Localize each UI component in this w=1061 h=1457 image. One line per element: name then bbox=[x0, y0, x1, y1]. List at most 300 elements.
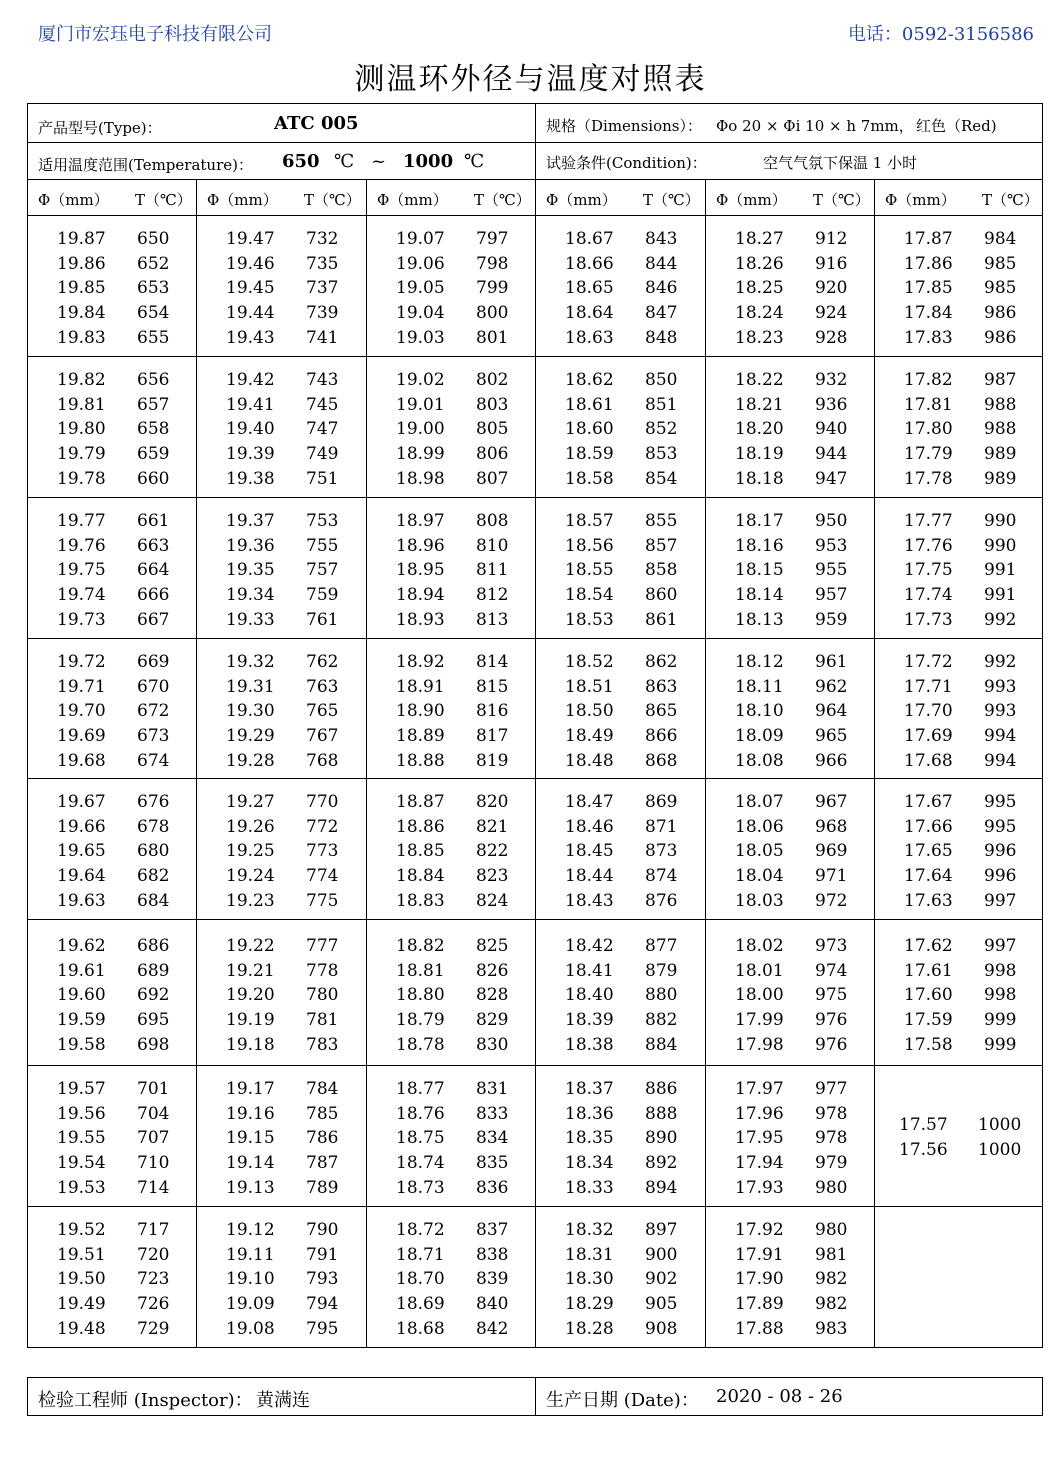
cell-temperature: 984 bbox=[984, 229, 1017, 249]
cell-temperature: 686 bbox=[137, 936, 170, 956]
cell-diameter: 17.99 bbox=[735, 1010, 784, 1031]
cell-diameter: 17.82 bbox=[904, 370, 953, 390]
cell-temperature: 767 bbox=[306, 726, 339, 747]
cell-diameter: 18.08 bbox=[735, 750, 784, 771]
cell-diameter: 19.70 bbox=[57, 701, 106, 722]
cell-diameter: 17.70 bbox=[904, 701, 953, 722]
cell-diameter: 19.66 bbox=[57, 816, 106, 837]
cell-temperature: 790 bbox=[306, 1220, 339, 1240]
cell-diameter: 18.02 bbox=[735, 936, 784, 956]
cell-temperature: 862 bbox=[645, 652, 678, 672]
cell-temperature: 932 bbox=[815, 370, 848, 390]
block-divider bbox=[27, 778, 1043, 779]
cell-diameter: 17.89 bbox=[735, 1294, 784, 1315]
cell-diameter: 19.54 bbox=[57, 1153, 106, 1174]
cell-temperature: 658 bbox=[137, 419, 170, 440]
cell-temperature: 916 bbox=[815, 253, 848, 274]
cell-diameter: 18.19 bbox=[735, 444, 784, 465]
cell-temperature: 751 bbox=[306, 468, 339, 489]
cell-temperature: 905 bbox=[645, 1294, 678, 1315]
cell-temperature: 959 bbox=[815, 609, 848, 630]
cell-diameter: 19.81 bbox=[57, 394, 106, 415]
cell-diameter: 19.40 bbox=[226, 419, 275, 440]
cell-temperature: 998 bbox=[984, 985, 1017, 1006]
cell-diameter: 17.90 bbox=[735, 1269, 784, 1290]
cell-temperature: 808 bbox=[476, 511, 509, 531]
temp-range-label: 适用温度范围(Temperature)： bbox=[38, 156, 253, 174]
cell-diameter: 19.84 bbox=[57, 303, 106, 324]
header-diameter: Φ（mm） bbox=[546, 191, 617, 209]
cell-temperature: 961 bbox=[815, 652, 848, 672]
cell-temperature: 695 bbox=[137, 1010, 170, 1031]
cell-diameter: 18.98 bbox=[396, 468, 445, 489]
cell-diameter: 19.12 bbox=[226, 1220, 275, 1240]
temp-to: 1000 bbox=[403, 151, 454, 172]
phone-number: 电话：0592-3156586 bbox=[847, 24, 1034, 45]
cell-diameter: 19.38 bbox=[226, 468, 275, 489]
cell-diameter: 18.03 bbox=[735, 890, 784, 911]
cell-diameter: 18.22 bbox=[735, 370, 784, 390]
cell-diameter: 18.57 bbox=[565, 511, 614, 531]
cell-diameter: 18.40 bbox=[565, 985, 614, 1006]
cell-temperature: 894 bbox=[645, 1177, 678, 1198]
cell-temperature: 819 bbox=[476, 750, 509, 771]
cell-temperature: 839 bbox=[476, 1269, 509, 1290]
cell-diameter: 17.83 bbox=[904, 327, 953, 348]
cell-temperature: 698 bbox=[137, 1034, 170, 1055]
cell-temperature: 993 bbox=[984, 676, 1017, 697]
cell-temperature: 992 bbox=[984, 652, 1017, 672]
cell-diameter: 17.94 bbox=[735, 1153, 784, 1174]
cell-temperature: 680 bbox=[137, 841, 170, 862]
cell-temperature: 650 bbox=[137, 229, 170, 249]
cell-temperature: 962 bbox=[815, 676, 848, 697]
cell-temperature: 739 bbox=[306, 303, 339, 324]
cell-diameter: 19.29 bbox=[226, 726, 275, 747]
cell-diameter: 19.87 bbox=[57, 229, 106, 249]
cell-temperature: 979 bbox=[815, 1153, 848, 1174]
cell-diameter: 18.84 bbox=[396, 866, 445, 887]
cell-temperature: 807 bbox=[476, 468, 509, 489]
column-divider bbox=[535, 179, 536, 1348]
cell-diameter: 19.23 bbox=[226, 890, 275, 911]
cell-diameter: 18.53 bbox=[565, 609, 614, 630]
cell-diameter: 18.12 bbox=[735, 652, 784, 672]
cell-diameter: 19.14 bbox=[226, 1153, 275, 1174]
cell-temperature: 778 bbox=[306, 960, 339, 981]
cell-diameter: 19.16 bbox=[226, 1103, 275, 1124]
cell-diameter: 18.67 bbox=[565, 229, 614, 249]
cell-temperature: 737 bbox=[306, 278, 339, 299]
cell-diameter: 18.66 bbox=[565, 253, 614, 274]
cell-diameter: 17.95 bbox=[735, 1128, 784, 1149]
cell-temperature: 964 bbox=[815, 701, 848, 722]
cell-diameter: 18.28 bbox=[565, 1318, 614, 1339]
cell-diameter: 18.15 bbox=[735, 560, 784, 581]
cell-diameter: 18.42 bbox=[565, 936, 614, 956]
cell-diameter: 17.64 bbox=[904, 866, 953, 887]
cell-diameter: 18.54 bbox=[565, 585, 614, 606]
cell-diameter: 19.13 bbox=[226, 1177, 275, 1198]
cell-temperature: 794 bbox=[306, 1294, 339, 1315]
cell-diameter: 17.79 bbox=[904, 444, 953, 465]
cell-diameter: 18.93 bbox=[396, 609, 445, 630]
cell-diameter: 18.83 bbox=[396, 890, 445, 911]
cell-temperature: 729 bbox=[137, 1318, 170, 1339]
cell-temperature: 669 bbox=[137, 652, 170, 672]
cell-diameter: 18.27 bbox=[735, 229, 784, 249]
cell-temperature: 865 bbox=[645, 701, 678, 722]
cell-diameter: 18.05 bbox=[735, 841, 784, 862]
cell-diameter: 19.20 bbox=[226, 985, 275, 1006]
header-temperature: T（℃） bbox=[813, 191, 870, 209]
cell-diameter: 18.56 bbox=[565, 535, 614, 556]
cell-diameter: 19.11 bbox=[226, 1244, 275, 1265]
cell-temperature: 868 bbox=[645, 750, 678, 771]
cell-temperature: 897 bbox=[645, 1220, 678, 1240]
cell-temperature: 971 bbox=[815, 866, 848, 887]
cell-diameter: 18.89 bbox=[396, 726, 445, 747]
cell-diameter: 19.55 bbox=[57, 1128, 106, 1149]
cell-temperature: 991 bbox=[984, 560, 1017, 581]
cell-temperature: 861 bbox=[645, 609, 678, 630]
cell-temperature: 1000 bbox=[978, 1140, 1022, 1160]
cell-temperature: 920 bbox=[815, 278, 848, 299]
cell-diameter: 19.37 bbox=[226, 511, 275, 531]
cell-diameter: 18.59 bbox=[565, 444, 614, 465]
cell-diameter: 18.09 bbox=[735, 726, 784, 747]
cell-diameter: 18.41 bbox=[565, 960, 614, 981]
cell-diameter: 19.68 bbox=[57, 750, 106, 771]
cell-temperature: 784 bbox=[306, 1079, 339, 1099]
cell-diameter: 18.37 bbox=[565, 1079, 614, 1099]
cell-temperature: 950 bbox=[815, 511, 848, 531]
cell-temperature: 652 bbox=[137, 253, 170, 274]
cell-diameter: 18.39 bbox=[565, 1010, 614, 1031]
cell-temperature: 787 bbox=[306, 1153, 339, 1174]
color-value: 红色（Red) bbox=[916, 117, 997, 135]
cell-diameter: 18.34 bbox=[565, 1153, 614, 1174]
cell-temperature: 848 bbox=[645, 327, 678, 348]
cell-diameter: 18.45 bbox=[565, 841, 614, 862]
cell-temperature: 783 bbox=[306, 1034, 339, 1055]
cell-temperature: 973 bbox=[815, 936, 848, 956]
cell-diameter: 19.25 bbox=[226, 841, 275, 862]
cell-diameter: 18.18 bbox=[735, 468, 784, 489]
cell-temperature: 835 bbox=[476, 1153, 509, 1174]
cell-diameter: 18.97 bbox=[396, 511, 445, 531]
cell-temperature: 876 bbox=[645, 890, 678, 911]
cell-temperature: 888 bbox=[645, 1103, 678, 1124]
cell-temperature: 892 bbox=[645, 1153, 678, 1174]
cell-diameter: 18.62 bbox=[565, 370, 614, 390]
cell-temperature: 656 bbox=[137, 370, 170, 390]
cell-diameter: 17.75 bbox=[904, 560, 953, 581]
cell-diameter: 18.30 bbox=[565, 1269, 614, 1290]
cell-diameter: 19.22 bbox=[226, 936, 275, 956]
cell-diameter: 18.48 bbox=[565, 750, 614, 771]
cell-temperature: 852 bbox=[645, 419, 678, 440]
cell-diameter: 19.65 bbox=[57, 841, 106, 862]
cell-diameter: 17.60 bbox=[904, 985, 953, 1006]
cell-diameter: 19.52 bbox=[57, 1220, 106, 1240]
cell-diameter: 18.77 bbox=[396, 1079, 445, 1099]
cell-diameter: 17.68 bbox=[904, 750, 953, 771]
cell-diameter: 18.55 bbox=[565, 560, 614, 581]
cell-diameter: 17.78 bbox=[904, 468, 953, 489]
cell-temperature: 976 bbox=[815, 1034, 848, 1055]
cell-temperature: 890 bbox=[645, 1128, 678, 1149]
cell-temperature: 768 bbox=[306, 750, 339, 771]
type-label: 产品型号(Type)： bbox=[38, 119, 162, 137]
cell-diameter: 18.50 bbox=[565, 701, 614, 722]
cell-diameter: 18.78 bbox=[396, 1034, 445, 1055]
cell-temperature: 745 bbox=[306, 394, 339, 415]
cell-diameter: 19.26 bbox=[226, 816, 275, 837]
cell-temperature: 802 bbox=[476, 370, 509, 390]
cell-diameter: 18.35 bbox=[565, 1128, 614, 1149]
cell-diameter: 19.24 bbox=[226, 866, 275, 887]
type-value: ATC 005 bbox=[274, 113, 359, 134]
cell-temperature: 761 bbox=[306, 609, 339, 630]
cell-temperature: 977 bbox=[815, 1079, 848, 1099]
cell-diameter: 19.07 bbox=[396, 229, 445, 249]
cell-temperature: 755 bbox=[306, 535, 339, 556]
cell-diameter: 17.97 bbox=[735, 1079, 784, 1099]
cell-temperature: 844 bbox=[645, 253, 678, 274]
cell-diameter: 19.00 bbox=[396, 419, 445, 440]
cell-temperature: 997 bbox=[984, 890, 1017, 911]
cell-temperature: 670 bbox=[137, 676, 170, 697]
cell-temperature: 966 bbox=[815, 750, 848, 771]
cell-diameter: 19.43 bbox=[226, 327, 275, 348]
cell-temperature: 678 bbox=[137, 816, 170, 837]
cell-diameter: 18.43 bbox=[565, 890, 614, 911]
cell-temperature: 873 bbox=[645, 841, 678, 862]
cell-diameter: 18.75 bbox=[396, 1128, 445, 1149]
cell-diameter: 17.93 bbox=[735, 1177, 784, 1198]
cell-temperature: 826 bbox=[476, 960, 509, 981]
cell-diameter: 18.76 bbox=[396, 1103, 445, 1124]
cell-diameter: 18.86 bbox=[396, 816, 445, 837]
cell-diameter: 18.99 bbox=[396, 444, 445, 465]
cell-temperature: 840 bbox=[476, 1294, 509, 1315]
cell-temperature: 657 bbox=[137, 394, 170, 415]
cell-temperature: 995 bbox=[984, 816, 1017, 837]
cell-diameter: 19.51 bbox=[57, 1244, 106, 1265]
cell-temperature: 980 bbox=[815, 1177, 848, 1198]
cell-temperature: 955 bbox=[815, 560, 848, 581]
cell-diameter: 17.84 bbox=[904, 303, 953, 324]
cell-temperature: 798 bbox=[476, 253, 509, 274]
cell-diameter: 18.69 bbox=[396, 1294, 445, 1315]
cell-temperature: 747 bbox=[306, 419, 339, 440]
cell-temperature: 957 bbox=[815, 585, 848, 606]
cell-temperature: 987 bbox=[984, 370, 1017, 390]
cell-temperature: 772 bbox=[306, 816, 339, 837]
cell-diameter: 18.68 bbox=[396, 1318, 445, 1339]
cell-temperature: 993 bbox=[984, 701, 1017, 722]
cell-diameter: 17.85 bbox=[904, 278, 953, 299]
cell-temperature: 741 bbox=[306, 327, 339, 348]
column-divider bbox=[874, 179, 875, 1348]
cell-diameter: 19.06 bbox=[396, 253, 445, 274]
cell-temperature: 801 bbox=[476, 327, 509, 348]
cell-diameter: 18.33 bbox=[565, 1177, 614, 1198]
cell-temperature: 834 bbox=[476, 1128, 509, 1149]
cell-temperature: 659 bbox=[137, 444, 170, 465]
cell-temperature: 831 bbox=[476, 1079, 509, 1099]
cell-temperature: 924 bbox=[815, 303, 848, 324]
cell-temperature: 810 bbox=[476, 535, 509, 556]
cell-diameter: 18.81 bbox=[396, 960, 445, 981]
cell-temperature: 654 bbox=[137, 303, 170, 324]
block-divider bbox=[27, 356, 1043, 357]
page-title: 测温环外径与温度对照表 bbox=[354, 62, 707, 97]
cell-temperature: 723 bbox=[137, 1269, 170, 1290]
cell-diameter: 18.47 bbox=[565, 792, 614, 812]
header-temperature: T（℃） bbox=[643, 191, 700, 209]
cell-temperature: 653 bbox=[137, 278, 170, 299]
cell-diameter: 19.56 bbox=[57, 1103, 106, 1124]
cell-temperature: 660 bbox=[137, 468, 170, 489]
cell-temperature: 981 bbox=[815, 1244, 848, 1265]
cell-temperature: 763 bbox=[306, 676, 339, 697]
cell-temperature: 829 bbox=[476, 1010, 509, 1031]
cell-temperature: 749 bbox=[306, 444, 339, 465]
cell-diameter: 18.14 bbox=[735, 585, 784, 606]
cell-temperature: 1000 bbox=[978, 1115, 1022, 1135]
cell-temperature: 765 bbox=[306, 701, 339, 722]
cell-temperature: 803 bbox=[476, 394, 509, 415]
cell-diameter: 18.85 bbox=[396, 841, 445, 862]
cell-temperature: 757 bbox=[306, 560, 339, 581]
cell-temperature: 824 bbox=[476, 890, 509, 911]
cell-diameter: 19.45 bbox=[226, 278, 275, 299]
cell-diameter: 17.91 bbox=[735, 1244, 784, 1265]
cell-temperature: 846 bbox=[645, 278, 678, 299]
cell-diameter: 19.83 bbox=[57, 327, 106, 348]
cell-diameter: 19.48 bbox=[57, 1318, 106, 1339]
cell-diameter: 19.67 bbox=[57, 792, 106, 812]
inspector-label: 检验工程师 (Inspector)： bbox=[38, 1390, 253, 1411]
cell-diameter: 17.87 bbox=[904, 229, 953, 249]
cell-temperature: 774 bbox=[306, 866, 339, 887]
temp-unit-1: ℃ bbox=[334, 151, 355, 172]
cell-diameter: 18.49 bbox=[565, 726, 614, 747]
cell-diameter: 19.36 bbox=[226, 535, 275, 556]
cell-diameter: 17.77 bbox=[904, 511, 953, 531]
cell-temperature: 655 bbox=[137, 327, 170, 348]
cell-temperature: 812 bbox=[476, 585, 509, 606]
cell-temperature: 989 bbox=[984, 468, 1017, 489]
cell-diameter: 17.88 bbox=[735, 1318, 784, 1339]
cell-diameter: 19.18 bbox=[226, 1034, 275, 1055]
divider bbox=[535, 1377, 536, 1416]
dimensions-label: 规格（Dimensions）： bbox=[546, 117, 702, 135]
cell-temperature: 847 bbox=[645, 303, 678, 324]
cell-diameter: 18.00 bbox=[735, 985, 784, 1006]
cell-diameter: 18.72 bbox=[396, 1220, 445, 1240]
dimensions-value: Φo 20 × Φi 10 × h 7mm， bbox=[716, 117, 914, 135]
cell-temperature: 978 bbox=[815, 1128, 848, 1149]
cell-diameter: 18.90 bbox=[396, 701, 445, 722]
cell-diameter: 18.73 bbox=[396, 1177, 445, 1198]
cell-diameter: 17.57 bbox=[899, 1115, 948, 1135]
block-divider bbox=[27, 1065, 1043, 1066]
cell-temperature: 828 bbox=[476, 985, 509, 1006]
temp-unit-2: ℃ bbox=[464, 151, 485, 172]
cell-temperature: 838 bbox=[476, 1244, 509, 1265]
cell-temperature: 866 bbox=[645, 726, 678, 747]
cell-diameter: 18.31 bbox=[565, 1244, 614, 1265]
cell-temperature: 982 bbox=[815, 1269, 848, 1290]
header-diameter: Φ（mm） bbox=[885, 191, 956, 209]
cell-diameter: 19.73 bbox=[57, 609, 106, 630]
cell-temperature: 997 bbox=[984, 936, 1017, 956]
cell-diameter: 17.71 bbox=[904, 676, 953, 697]
cell-temperature: 879 bbox=[645, 960, 678, 981]
temp-from: 650 bbox=[282, 151, 320, 172]
cell-temperature: 676 bbox=[137, 792, 170, 812]
cell-temperature: 805 bbox=[476, 419, 509, 440]
cell-diameter: 19.35 bbox=[226, 560, 275, 581]
cell-diameter: 19.57 bbox=[57, 1079, 106, 1099]
cell-temperature: 986 bbox=[984, 303, 1017, 324]
cell-diameter: 17.59 bbox=[904, 1010, 953, 1031]
cell-diameter: 17.67 bbox=[904, 792, 953, 812]
cell-temperature: 871 bbox=[645, 816, 678, 837]
cell-diameter: 19.05 bbox=[396, 278, 445, 299]
cell-temperature: 816 bbox=[476, 701, 509, 722]
cell-diameter: 18.91 bbox=[396, 676, 445, 697]
cell-diameter: 19.41 bbox=[226, 394, 275, 415]
cell-temperature: 666 bbox=[137, 585, 170, 606]
cell-diameter: 17.72 bbox=[904, 652, 953, 672]
cell-diameter: 19.60 bbox=[57, 985, 106, 1006]
cell-diameter: 19.39 bbox=[226, 444, 275, 465]
cell-diameter: 19.30 bbox=[226, 701, 275, 722]
cell-temperature: 975 bbox=[815, 985, 848, 1006]
cell-diameter: 18.87 bbox=[396, 792, 445, 812]
cell-temperature: 799 bbox=[476, 278, 509, 299]
cell-temperature: 672 bbox=[137, 701, 170, 722]
cell-diameter: 19.63 bbox=[57, 890, 106, 911]
header-diameter: Φ（mm） bbox=[377, 191, 448, 209]
cell-temperature: 936 bbox=[815, 394, 848, 415]
cell-diameter: 19.76 bbox=[57, 535, 106, 556]
cell-diameter: 18.07 bbox=[735, 792, 784, 812]
cell-diameter: 17.81 bbox=[904, 394, 953, 415]
cell-temperature: 753 bbox=[306, 511, 339, 531]
cell-diameter: 19.53 bbox=[57, 1177, 106, 1198]
cell-temperature: 974 bbox=[815, 960, 848, 981]
cell-temperature: 689 bbox=[137, 960, 170, 981]
block-divider bbox=[27, 638, 1043, 639]
cell-temperature: 996 bbox=[984, 841, 1017, 862]
cell-temperature: 762 bbox=[306, 652, 339, 672]
column-divider bbox=[705, 179, 706, 1348]
cell-diameter: 19.34 bbox=[226, 585, 275, 606]
cell-diameter: 17.56 bbox=[899, 1140, 948, 1160]
header-temperature: T（℃） bbox=[135, 191, 192, 209]
cell-temperature: 863 bbox=[645, 676, 678, 697]
cell-temperature: 860 bbox=[645, 585, 678, 606]
cell-temperature: 704 bbox=[137, 1103, 170, 1124]
cell-temperature: 682 bbox=[137, 866, 170, 887]
cell-diameter: 19.62 bbox=[57, 936, 106, 956]
cell-diameter: 19.19 bbox=[226, 1010, 275, 1031]
